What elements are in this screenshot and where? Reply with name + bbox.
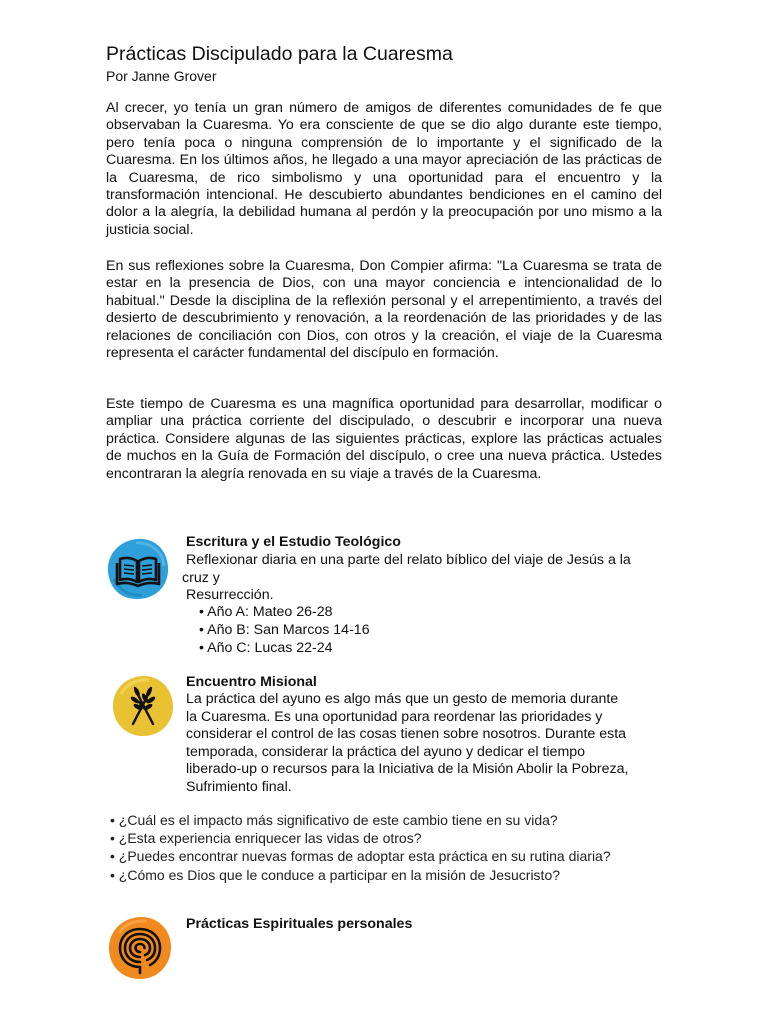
text-line: la Cuaresma. Es una oportunidad para reordenar las prioridades y [186, 708, 603, 725]
question-item: • ¿Cómo es Dios que le conduce a participar en la misión de Jesucristo? [110, 866, 561, 883]
document-author: Por Janne Grover [106, 68, 217, 84]
question-item: • ¿Puedes encontrar nuevas formas de adoptar esta práctica en su rutina diaria? [110, 848, 611, 865]
text-line: considerar el control de las cosas tienen sobre nosotros. Durante esta [186, 726, 627, 743]
list-item: • Año B: San Marcos 14-16 [199, 622, 370, 638]
text-line: La práctica del ayuno es algo más que un gesto de memoria durante [186, 691, 619, 707]
list-item: • Año A: Mateo 26-28 [199, 604, 333, 620]
section-text-scripture [182, 552, 672, 605]
paragraph-2: En sus reflexiones sobre la Cuaresma, Don Compier afirma: "La Cuaresma se trata de estar en la presencia de Dios, con una mayor conciencia e intencionalidad de lo habitual." Desde la disciplina de la reflexión personal y el arrepentimiento, a través del desierto de descubrimiento y renovación, a la reordenación de las prioridades y de las relaciones de conciliación con Dios, con otros y la creación, el viaje de la Cuaresma representa el carácter fundamental del discípulo en formación. [106, 258, 662, 362]
text-line: liberado-up o recursos para la Iniciativa de la Misión Abolir la Pobreza, [186, 761, 629, 778]
section-title-spiritual: Prácticas Espirituales personales [186, 916, 413, 932]
text-line: temporada, considerar la práctica del ayuno y dedicar el tiempo [186, 743, 586, 760]
text-line: Reflexionar diaria en una parte del relato bíblico del viaje de Jesús a la [186, 552, 631, 568]
question-item: • ¿Cuál es el impacto más significativo de este cambio tiene en su vida? [110, 812, 558, 828]
section-text-mission [186, 691, 666, 797]
list-item: • Año C: Lucas 22-24 [199, 640, 333, 656]
scripture-readings-list [199, 603, 370, 657]
paragraph-3: Este tiempo de Cuaresma es una magnífica oportunidad para desarrollar, modificar o ampliar una práctica corriente del discipulado, o descubrir e incorporar una nueva práctica. Considere algunas de las siguientes prácticas, explore las prácticas actuales de muchos en la Guía de Formación del discípulo, o cree una nueva práctica. Ustedes encontraran la alegría renovada en su viaje a través de la Cuaresma. [106, 396, 662, 482]
paragraph-1: Al crecer, yo tenía un gran número de amigos de diferentes comunidades de fe que observaban la Cuaresma. Yo era consciente de que se dio algo durante este tiempo, pero tenía poca o ninguna comprensión de lo importante y el significado de la Cuaresma. En los últimos años, he llegado a una mayor apreciación de las prácticas de la Cuaresma, de rico simbolismo y una oportunidad para el encuentro y la transformación intencional. He descubierto abundantes bendiciones en el camino del dolor a la alegría, la debilidad humana al perdón y la preocupación por uno mismo a la justicia social. [106, 100, 662, 238]
text-line: Resurrección. [186, 587, 274, 604]
section-title-scripture: Escritura y el Estudio Teológico [186, 534, 401, 550]
reflection-questions [110, 811, 611, 884]
labyrinth-icon [107, 915, 171, 979]
text-line: cruz y [182, 569, 220, 586]
wheat-icon [111, 674, 175, 738]
question-item: • ¿Esta experiencia enriquecer las vidas de otros? [110, 830, 422, 847]
text-line: Sufrimiento final. [186, 778, 292, 795]
document-title: Prácticas Discipulado para la Cuaresma [106, 43, 453, 65]
section-title-mission: Encuentro Misional [186, 674, 317, 690]
open-book-icon [106, 537, 170, 601]
